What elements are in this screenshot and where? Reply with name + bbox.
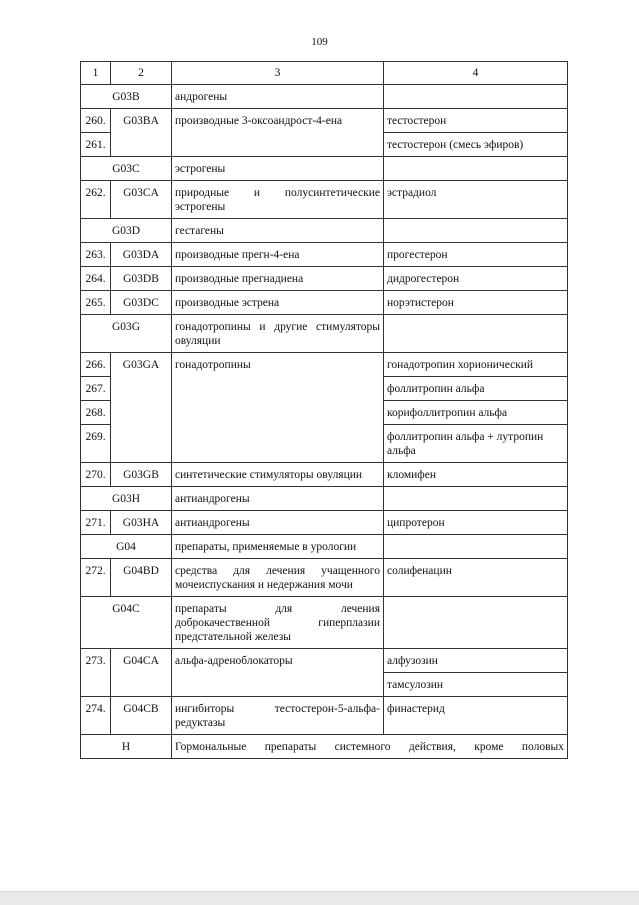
atc-code: G03G bbox=[81, 315, 172, 353]
group-name: альфа-адреноблокаторы bbox=[172, 649, 384, 697]
atc-code: G03C bbox=[81, 157, 172, 181]
atc-code: G04 bbox=[81, 535, 172, 559]
group-name: антиандрогены bbox=[172, 511, 384, 535]
group-row bbox=[81, 219, 568, 243]
drug-name: солифенацин bbox=[384, 559, 568, 597]
atc-code: G03GA bbox=[111, 353, 172, 463]
group-name: производные 3-оксоандрост-4-ена bbox=[172, 109, 384, 157]
table-row bbox=[81, 511, 568, 535]
table-row bbox=[81, 353, 568, 377]
atc-code: G03D bbox=[81, 219, 172, 243]
row-number: 268. bbox=[81, 401, 111, 425]
row-number: 264. bbox=[81, 267, 111, 291]
row-number: 260. bbox=[81, 109, 111, 133]
group-name: производные прегнадиена bbox=[172, 267, 384, 291]
header-cell: 2 bbox=[111, 62, 172, 85]
table-row bbox=[81, 109, 568, 133]
atc-code: G04CA bbox=[111, 649, 172, 697]
row-number: 271. bbox=[81, 511, 111, 535]
atc-code: G03DA bbox=[111, 243, 172, 267]
group-name: гонадотропины и другие стимуляторы овуляции bbox=[172, 315, 384, 353]
group-row bbox=[81, 487, 568, 511]
atc-code: G03GB bbox=[111, 463, 172, 487]
drug-name: норэтистерон bbox=[384, 291, 568, 315]
drug-name: тестостерон (смесь эфиров) bbox=[384, 133, 568, 157]
group-name: средства для лечения учащенного мочеиспускания и недержания мочи bbox=[172, 559, 384, 597]
drug-name: тестостерон bbox=[384, 109, 568, 133]
group-name: производные прегн-4-ена bbox=[172, 243, 384, 267]
empty-cell bbox=[384, 219, 568, 243]
group-row bbox=[81, 597, 568, 649]
group-name: андрогены bbox=[172, 85, 384, 109]
drug-name: ципротерон bbox=[384, 511, 568, 535]
empty-cell bbox=[384, 85, 568, 109]
header-cell: 4 bbox=[384, 62, 568, 85]
row-number: 262. bbox=[81, 181, 111, 219]
empty-cell bbox=[384, 157, 568, 181]
drug-name: прогестерон bbox=[384, 243, 568, 267]
group-name: производные эстрена bbox=[172, 291, 384, 315]
empty-cell bbox=[384, 535, 568, 559]
group-name: антиандрогены bbox=[172, 487, 384, 511]
drug-name: финастерид bbox=[384, 697, 568, 735]
group-name: гонадотропины bbox=[172, 353, 384, 463]
group-name: эстрогены bbox=[172, 157, 384, 181]
header-cell: 3 bbox=[172, 62, 384, 85]
row-number: 270. bbox=[81, 463, 111, 487]
atc-code: H bbox=[81, 735, 172, 759]
table-row bbox=[81, 463, 568, 487]
drug-name: дидрогестерон bbox=[384, 267, 568, 291]
drug-name: кломифен bbox=[384, 463, 568, 487]
table-row bbox=[81, 267, 568, 291]
table-row bbox=[81, 243, 568, 267]
atc-code: G04BD bbox=[111, 559, 172, 597]
header-row bbox=[81, 62, 568, 85]
drug-name: алфузозин bbox=[384, 649, 568, 673]
group-name: ингибиторы тестостерон-5-альфа-редуктазы bbox=[172, 697, 384, 735]
row-number: 263. bbox=[81, 243, 111, 267]
group-row bbox=[81, 535, 568, 559]
drug-name: фоллитропин альфа bbox=[384, 377, 568, 401]
group-name: синтетические стимуляторы овуляции bbox=[172, 463, 384, 487]
table-row bbox=[81, 649, 568, 673]
atc-code: G03DB bbox=[111, 267, 172, 291]
group-row bbox=[81, 315, 568, 353]
drug-name: гонадотропин хорионический bbox=[384, 353, 568, 377]
row-number: 261. bbox=[81, 133, 111, 157]
drug-name: фоллитропин альфа + лутропин альфа bbox=[384, 425, 568, 463]
section-row bbox=[81, 735, 568, 759]
drug-name: тамсулозин bbox=[384, 673, 568, 697]
atc-code: G03B bbox=[81, 85, 172, 109]
table-row bbox=[81, 559, 568, 597]
row-number: 265. bbox=[81, 291, 111, 315]
drug-classification-table bbox=[80, 61, 568, 759]
group-name: препараты для лечения доброкачественной гиперплазии предстательной железы bbox=[172, 597, 384, 649]
atc-code: G03H bbox=[81, 487, 172, 511]
section-name: Гормональные препараты системного действия, кроме половых bbox=[172, 735, 568, 759]
table-row bbox=[81, 181, 568, 219]
group-name: гестагены bbox=[172, 219, 384, 243]
page-number: 109 bbox=[311, 36, 328, 48]
atc-code: G04C bbox=[81, 597, 172, 649]
atc-code: G04CB bbox=[111, 697, 172, 735]
empty-cell bbox=[384, 487, 568, 511]
empty-cell bbox=[384, 315, 568, 353]
group-name: природные и полусинтетические эстрогены bbox=[172, 181, 384, 219]
row-number: 274. bbox=[81, 697, 111, 735]
row-number: 273. bbox=[81, 649, 111, 697]
atc-code: G03DC bbox=[111, 291, 172, 315]
group-row bbox=[81, 157, 568, 181]
row-number: 267. bbox=[81, 377, 111, 401]
atc-code: G03CA bbox=[111, 181, 172, 219]
table-row bbox=[81, 291, 568, 315]
group-name: препараты, применяемые в урологии bbox=[172, 535, 384, 559]
row-number: 272. bbox=[81, 559, 111, 597]
table-row bbox=[81, 697, 568, 735]
row-number: 266. bbox=[81, 353, 111, 377]
bottom-scroll-strip bbox=[0, 891, 639, 905]
group-row bbox=[81, 85, 568, 109]
header-cell: 1 bbox=[81, 62, 111, 85]
atc-code: G03HA bbox=[111, 511, 172, 535]
atc-code: G03BA bbox=[111, 109, 172, 157]
drug-name: корифоллитропин альфа bbox=[384, 401, 568, 425]
drug-name: эстрадиол bbox=[384, 181, 568, 219]
row-number: 269. bbox=[81, 425, 111, 463]
empty-cell bbox=[384, 597, 568, 649]
